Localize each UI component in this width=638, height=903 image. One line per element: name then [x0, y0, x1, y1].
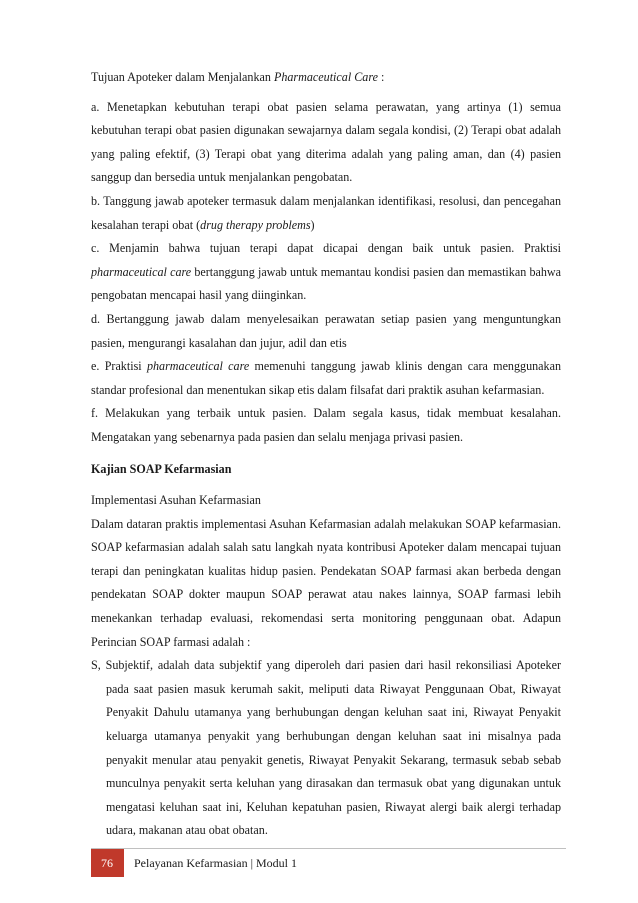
footer-title: Pelayanan Kefarmasian | Modul 1 — [134, 855, 298, 870]
point-c-end: bertanggung jawab untuk memantau kondisi pasien dan memastikan bahwa pengobatan mencapai hasil yang diinginkan. — [91, 264, 562, 303]
point-e — [91, 355, 561, 402]
point-e-italic: pharmaceutical care — [146, 359, 250, 374]
intro-italic-term: Pharmaceutical Care — [273, 70, 378, 84]
point-e-end: memenuhi tanggung jawab klinis dengan cara menggunakan standar profesional dan menentukan sikap etis dalam filsafat dari praktik asuhan kefarmasian. — [91, 359, 561, 397]
point-f: f. Melakukan yang terbaik untuk pasien. Dalam segala kasus, tidak membuat kesalahan. Mengatakan yang sebenarnya pada pasien dan selalu menjaga privasi pasien. — [91, 406, 561, 444]
page-number: 76 — [91, 849, 124, 877]
point-b-text: b. Tanggung jawab apoteker termasuk dalam menjalankan identifikasi, resolusi, dan pencegahan kesalahan terapi obat ( — [91, 193, 561, 232]
soap-subjective-item: S, Subjektif, adalah data subjektif yang diperoleh dari pasien dari hasil rekonsiliasi Apoteker pada saat pasien masuk kerumah sakit, meliputi data Riwayat Penggunaan Obat, Riwayat Penyakit Dahulu utamanya yang berhubungan dengan keluhan saat ini, Riwayat Penyakit keluarga utamanya penyakit yang berhubungan dengan keluhan saat ini misalnya pada penyakit menular atau penyakit genetis, Riwayat Penyakit Sekarang, termasuk sebab sebab munculnya penyakit serta keluhan yang dirasakan dan termasuk obat yang digunakan untuk mengatasi keluhan saat ini, Keluhan kepatuhan pasien, Riwayat alergi baik alergi terhadap udara, makanan atau obat obatan. — [91, 658, 561, 838]
section-heading: Kajian SOAP Kefarmasian — [91, 461, 232, 476]
point-c-text: c. Menjamin bahwa tujuan terapi dapat dicapai dengan baik untuk pasien. Praktisi — [91, 241, 561, 256]
intro-end: : — [377, 70, 385, 84]
point-c-italic: pharmaceutical care — [91, 264, 192, 279]
point-b-end: ) — [310, 217, 315, 232]
section-subheading: Implementasi Asuhan Kefarmasian — [91, 493, 261, 508]
point-a: a. Menetapkan kebutuhan terapi obat pasien selama perawatan, yang artinya (1) semua kebutuhan terapi obat pasien digunakan sewajarnya dalam segala kondisi, (2) Terapi obat adalah yang paling efektif, (3) Terapi obat yang diterima adalah yang paling aman, dan (4) pasien sanggup dan bersedia untuk menjalankan pengobatan. — [91, 99, 561, 185]
point-d: d. Bertanggung jawab dalam menyelesaikan perawatan setiap pasien yang menguntungkan pasien, mengurangi kasalahan dan jujur, adil dan etis — [91, 311, 561, 350]
point-b-italic: drug therapy problems — [200, 217, 311, 232]
intro-lead: Tujuan Apoteker dalam Menjalankan — [91, 70, 274, 84]
page-content — [91, 66, 561, 843]
point-c — [91, 237, 561, 308]
point-e-text: e. Praktisi — [91, 359, 147, 374]
page-footer — [91, 848, 566, 879]
section-body: Dalam dataran praktis implementasi Asuhan Kefarmasian adalah melakukan SOAP kefarmasian. SOAP kefarmasian adalah salah satu langkah nyata kontribusi Apoteker dalam mencapai tujuan terapi dan peningkatan kualitas hidup pasien. Pendekatan SOAP farmasi akan berbeda dengan pendekatan SOAP dokter maupun SOAP perawat atau nakes lainnya, SOAP farmasi lebih menekankan terhadap evaluasi, rekomendasi serta monitoring penggunaan obat. Adapun Perincian SOAP farmasi adalah : — [91, 516, 561, 649]
intro-line — [91, 66, 561, 90]
point-b — [91, 190, 561, 237]
